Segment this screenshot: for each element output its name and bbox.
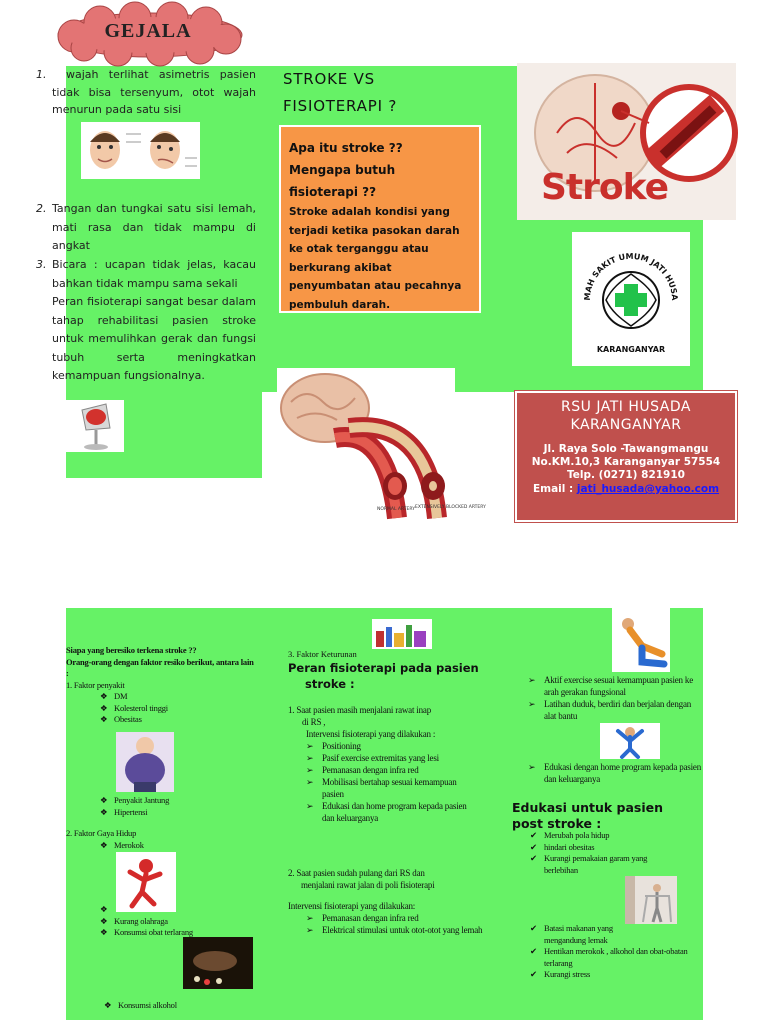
stroke-cover-word: Stroke	[541, 167, 669, 208]
diamond-bullet-icon: ❖	[100, 795, 108, 805]
gejala-item-3-text: Bicara : ucapan tidak jelas, kacau bahkan tidak mampu sama sekali	[52, 258, 256, 290]
diamond-bullet-icon: ❖	[100, 691, 108, 701]
hospital-card	[515, 391, 737, 522]
diamond-bullet-icon: ❖	[100, 927, 108, 937]
risk-intro: Orang-orang dengan faktor resiko berikut, antara lain :	[66, 656, 254, 678]
outpatient-list	[288, 912, 498, 936]
diamond-bullet-icon: ❖	[100, 806, 108, 817]
outpatient-section	[288, 867, 498, 936]
outpatient-line2: menjalani rawat jalan di poli fisioterapi	[301, 880, 435, 890]
intro-question-2: Mengapa butuh	[289, 163, 396, 177]
intro-box	[279, 125, 481, 313]
drugs-image	[183, 937, 253, 989]
hospital-email-link[interactable]: jati_husada@yahoo.com	[576, 483, 720, 495]
diamond-bullet-icon: ❖	[100, 702, 108, 713]
list-item	[100, 916, 250, 928]
risk-factor-1-list-2	[100, 795, 250, 818]
intro-definition: Stroke adalah kondisi yang terjadi ketika pasokan darah ke otak terganggu atau berkurang akibat penyumbatan atau pecahnya pembuluh darah.	[289, 206, 462, 311]
inpatient-line3: Intervensi fisioterapi yang dilakukan :	[306, 729, 436, 739]
list-item-text: Kurangi stress	[544, 969, 591, 979]
smoking-image	[116, 852, 176, 912]
education-title-line2: post stroke :	[512, 816, 602, 831]
outpatient-line3: Intervensi fisioterapi yang dilakukan:	[288, 901, 416, 911]
diamond-bullet-icon: ❖	[100, 904, 108, 914]
education-list-2	[530, 923, 702, 981]
main-title-line1: STROKE VS	[283, 70, 375, 88]
list-item	[100, 703, 256, 715]
face-icon	[81, 122, 200, 179]
check-bullet-icon: ✔	[530, 841, 537, 852]
list-item-text: Merubah pola hidup	[544, 830, 610, 840]
list-item	[528, 674, 703, 698]
gejala-item-2-num: 2.	[36, 202, 47, 215]
list-item-text: Hipertensi	[114, 806, 148, 817]
list-item	[528, 698, 703, 722]
risk-factor-2-list-2	[100, 904, 250, 939]
list-item	[306, 924, 486, 936]
arrow-bullet-icon: ➢	[306, 753, 314, 763]
risk-column	[66, 645, 256, 726]
obesity-image	[116, 732, 174, 792]
gejala-item-1	[36, 66, 256, 119]
list-item-text: DM	[114, 691, 128, 701]
normal-artery-label: NORMAL ARTERY	[377, 507, 415, 512]
gejala-item-1-num: 1.	[36, 68, 47, 81]
list-item	[530, 853, 680, 876]
list-item	[100, 795, 250, 807]
list-item-text: Aktif exercise sesuai kemampuan pasien ke arah gerakan fungsional	[544, 675, 693, 697]
check-bullet-icon: ✔	[530, 830, 537, 840]
list-item-text: Batasi makanan yang mengandung lemak	[544, 923, 613, 945]
education-title-line1: Edukasi untuk pasien	[512, 800, 664, 815]
gejala-cloud	[50, 6, 246, 64]
list-item-text: Edukasi dan home program kepada pasien dan keluarganya	[322, 801, 467, 823]
list-item-text: Kurangi pemakaian garam yang berlebihan	[544, 853, 648, 875]
list-item-text: Positioning	[322, 741, 361, 751]
arrow-bullet-icon: ➢	[528, 699, 536, 709]
main-title-line2: FISIOTERAPI ?	[283, 97, 398, 115]
list-item-text: Pasif exercise extremitas yang lesi	[322, 753, 439, 763]
peran-paragraph: Peran fisioterapi sangat besar dalam tahap rehabilitasi pasien stroke untuk memulihkan gerak dan fungsi tubuh serta meningkatkan kemampuan fungsionalnya.	[52, 295, 256, 382]
inpatient-line1: 1. Saat pasien masih menjalani rawat inap	[288, 705, 432, 715]
inpatient-line2: di RS ,	[302, 717, 326, 727]
list-item-text: Obesitas	[114, 714, 142, 724]
gejala-item-1-text: wajah terlihat asimetris pasien tidak bisa tersenyum, otot wajah menurun pada satu sisi	[52, 68, 256, 116]
list-item	[100, 691, 256, 703]
list-item-text: Penyakit Jantung	[114, 795, 170, 805]
arrow-bullet-icon: ➢	[306, 777, 314, 787]
risk-factor-2-last	[104, 1000, 254, 1012]
arrow-bullet-icon: ➢	[306, 925, 314, 935]
hospital-logo	[572, 232, 690, 366]
hospital-logo-emblem	[572, 232, 690, 366]
list-item-text: Pemanasan dengan infra red	[322, 765, 419, 775]
infrared-lamp-image	[66, 400, 124, 452]
risk-factor-2-block	[66, 828, 256, 851]
check-bullet-icon: ✔	[530, 969, 537, 979]
list-item	[306, 800, 478, 824]
infrared-lamp-icon	[66, 400, 124, 452]
hospital-phone: Telp. (0271) 821910	[567, 469, 685, 481]
arrow-bullet-icon: ➢	[306, 801, 314, 811]
list-item-text: Elektrical stimulasi untuk otot-otot yang lemah	[322, 925, 483, 935]
main-title	[283, 66, 513, 120]
list-item-text: Konsumsi obat terlarang	[114, 927, 193, 937]
stroke-cover-image	[517, 63, 736, 220]
check-bullet-icon: ✔	[530, 853, 537, 863]
arrow-bullet-icon: ➢	[528, 762, 536, 772]
patient-walker-image	[625, 876, 677, 924]
list-item	[528, 761, 703, 785]
hospital-address-1: Jl. Raya Solo -Tawangmangu	[543, 443, 709, 455]
check-bullet-icon: ✔	[530, 946, 537, 956]
risk-question: Siapa yang beresiko terkena stroke ??	[66, 645, 197, 655]
stretching-figure-icon	[612, 608, 670, 672]
list-item	[100, 714, 256, 726]
physio-role-title-line1: Peran fisioterapi pada pasien	[288, 661, 479, 675]
drugs-icon	[183, 937, 253, 989]
list-item	[530, 923, 640, 946]
list-item-text: Hentikan merokok , alkohol dan obat-obatan terlarang	[544, 946, 688, 968]
obesity-icon	[116, 732, 174, 792]
list-item-text: Mobilisasi bertahap sesuai kemampuan pasien	[322, 777, 457, 799]
arrow-bullet-icon: ➢	[306, 765, 314, 775]
hospital-name-line1: RSU JATI HUSADA	[561, 399, 691, 415]
outpatient-line1: 2. Saat pasien sudah pulang dari RS dan	[288, 868, 425, 878]
exercise-figure-icon	[600, 723, 660, 759]
arrow-bullet-icon: ➢	[306, 913, 314, 923]
gejala-item-2-text: Tangan dan tungkai satu sisi lemah, mati rasa dan tidak mampu di angkat	[52, 202, 256, 252]
gejala-item-3	[36, 256, 256, 386]
education-list	[530, 830, 680, 876]
list-item	[100, 904, 250, 916]
list-item	[306, 740, 488, 752]
diamond-bullet-icon: ❖	[104, 1000, 112, 1010]
list-item	[306, 776, 476, 800]
inpatient-list	[288, 740, 488, 824]
list-item	[530, 969, 702, 981]
list-item	[530, 946, 702, 969]
education-title	[512, 800, 702, 832]
risk-factor-1-list	[100, 691, 256, 726]
list-item-text: Pemanasan dengan infra red	[322, 913, 419, 923]
list-item-text: Kolesterol tinggi	[114, 702, 168, 713]
inpatient-section	[288, 704, 488, 824]
list-item-text: Latihan duduk, berdiri dan berjalan dengan alat bantu	[544, 699, 692, 721]
arrow-bullet-icon: ➢	[306, 741, 314, 751]
gejala-title: GEJALA	[104, 20, 192, 42]
list-item	[306, 752, 488, 764]
brain-artery-image	[277, 368, 486, 524]
gejala-item-3-num: 3.	[36, 258, 47, 271]
diamond-bullet-icon: ❖	[100, 714, 108, 724]
risk-factor-1: 1. Faktor penyakit	[66, 679, 125, 690]
hospital-email-label: Email :	[532, 483, 577, 495]
list-item	[530, 830, 680, 842]
stretching-image	[612, 608, 670, 672]
list-item	[100, 840, 256, 852]
hospital-address-2: No.KM.10,3 Karanganyar 57554	[531, 456, 721, 468]
hospital-email-row	[517, 482, 735, 496]
active-exercise-list	[528, 674, 703, 722]
bottles-image	[372, 619, 432, 649]
diamond-bullet-icon: ❖	[100, 839, 108, 850]
bottles-icon	[372, 619, 432, 649]
list-item-text: hindari obesitas	[544, 841, 595, 852]
arrow-bullet-icon: ➢	[528, 675, 536, 685]
physio-role-title-line2: stroke :	[305, 677, 355, 691]
list-item-text: Merokok	[114, 839, 144, 850]
brain-artery-illustration	[277, 368, 486, 524]
list-item-text: Konsumsi alkohol	[118, 1000, 177, 1010]
diamond-bullet-icon: ❖	[100, 915, 108, 926]
logo-ring-text: MAH SAKIT UMUM JATI HUSA	[582, 251, 680, 301]
intro-question-1: Apa itu stroke ??	[289, 141, 403, 155]
face-asymmetry-image	[81, 122, 200, 179]
list-item	[100, 807, 250, 819]
list-item	[306, 912, 498, 924]
list-item	[530, 842, 680, 854]
heredity-factor: 3. Faktor Keturunan	[288, 649, 357, 659]
blocked-artery-label: EXTENSIVELY BLOCKED ARTERY	[415, 505, 486, 510]
list-item-text: Edukasi dengan home program kepada pasien dan keluarganya	[544, 762, 701, 784]
intro-question-3: fisioterapi ??	[289, 185, 377, 199]
risk-factor-2: 2. Faktor Gaya Hidup	[66, 828, 137, 838]
list-item	[306, 764, 488, 776]
gejala-item-2	[36, 200, 256, 256]
hospital-name-line2: KARANGANYAR	[570, 417, 682, 433]
logo-bottom-text: KARANGANYAR	[596, 345, 666, 354]
check-bullet-icon: ✔	[530, 923, 537, 933]
physio-role-title	[288, 660, 488, 692]
exercise-image	[600, 723, 660, 759]
walker-icon	[625, 876, 677, 924]
stressed-figure-icon	[116, 852, 176, 912]
list-item-text: Kurang olahraga	[114, 915, 168, 926]
home-program-list	[528, 761, 703, 785]
